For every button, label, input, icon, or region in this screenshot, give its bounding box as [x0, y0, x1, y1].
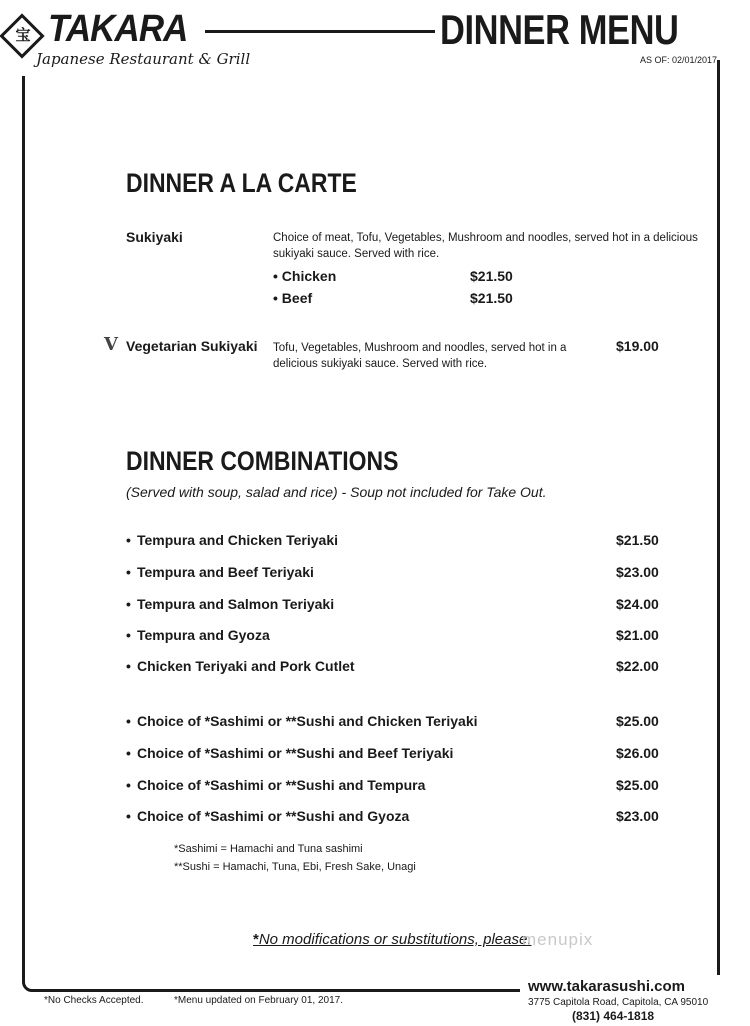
bullet: •: [126, 627, 131, 643]
combo-row: [126, 808, 666, 828]
item-vegetarian-sukiyaki-price: $19.00: [616, 338, 659, 354]
combo-name: Tempura and Chicken Teriyaki: [137, 532, 338, 548]
combinations-subtitle: (Served with soup, salad and rice) - Soup not included for Take Out.: [126, 484, 547, 500]
bullet: •: [126, 658, 131, 674]
website-link[interactable]: www.takarasushi.com: [528, 978, 686, 995]
footnote-sashimi: *Sashimi = Hamachi and Tuna sashimi: [174, 843, 363, 855]
combo-name: Tempura and Gyoza: [137, 627, 270, 643]
as-of-date: AS OF: 02/01/2017: [640, 55, 718, 65]
combo-price: $21.50: [616, 532, 659, 548]
combo-row: [126, 627, 666, 647]
combo-row: [126, 745, 666, 765]
bullet: •: [126, 713, 131, 729]
logo-kanji: 宝: [15, 26, 31, 44]
bullet: •: [126, 745, 131, 761]
sukiyaki-option-chicken: • Chicken: [273, 268, 337, 284]
combo-price: $26.00: [616, 745, 659, 761]
bullet: •: [126, 564, 131, 580]
item-sukiyaki-name: Sukiyaki: [126, 229, 183, 245]
notice-star: *: [253, 931, 259, 948]
combo-price: $23.00: [616, 808, 659, 824]
combo-name: Choice of *Sashimi or **Sushi and Chicken Teriyaki: [137, 713, 478, 729]
combo-row: [126, 564, 666, 584]
combo-row: [126, 596, 666, 616]
sukiyaki-option-beef-price: $21.50: [470, 290, 513, 306]
restaurant-name: TAKARA: [48, 8, 188, 50]
combo-name: Choice of *Sashimi or **Sushi and Gyoza: [137, 808, 410, 824]
no-modifications-notice: [253, 931, 531, 948]
combo-price: $22.00: [616, 658, 659, 674]
footnote-sushi: **Sushi = Hamachi, Tuna, Ebi, Fresh Sake, Unagi: [174, 861, 416, 873]
menupix-watermark: menupix: [522, 930, 594, 949]
combo-row: [126, 777, 666, 797]
combo-price: $25.00: [616, 777, 659, 793]
sukiyaki-option-chicken-price: $21.50: [470, 268, 513, 284]
restaurant-subtitle: Japanese Restaurant & Grill: [36, 50, 251, 68]
no-checks-note: *No Checks Accepted.: [44, 995, 144, 1006]
combo-row: [126, 532, 666, 552]
item-vegetarian-sukiyaki-description: Tofu, Vegetables, Mushroom and noodles, served hot in a delicious sukiyaki sauce. Served with rice.: [273, 342, 567, 370]
item-sukiyaki-description: Choice of meat, Tofu, Vegetables, Mushroom and noodles, served hot in a delicious sukiyaki sauce. Served with rice.: [273, 232, 698, 260]
combo-name: Tempura and Salmon Teriyaki: [137, 596, 335, 612]
sukiyaki-option-beef: • Beef: [273, 290, 313, 306]
bullet: •: [126, 808, 131, 824]
combo-price: $25.00: [616, 713, 659, 729]
item-vegetarian-sukiyaki-name: Vegetarian Sukiyaki: [126, 338, 258, 354]
combo-row: [126, 658, 666, 678]
combo-name: Choice of *Sashimi or **Sushi and Beef Teriyaki: [137, 745, 454, 761]
notice-text: No modifications or substitutions, please.: [258, 931, 532, 948]
vegetarian-icon: V: [104, 334, 118, 355]
combo-row: [126, 713, 666, 733]
bullet: •: [126, 777, 131, 793]
bullet: •: [126, 532, 131, 548]
combo-price: $23.00: [616, 564, 659, 580]
page-title: DINNER MENU: [440, 6, 679, 53]
address: 3775 Capitola Road, Capitola, CA 95010: [528, 997, 709, 1008]
section-title-combinations: DINNER COMBINATIONS: [126, 446, 399, 476]
combo-name: Tempura and Beef Teriyaki: [137, 564, 314, 580]
section-title-a-la-carte: DINNER A LA CARTE: [126, 168, 357, 198]
phone-number: (831) 464-1818: [572, 1009, 655, 1023]
combo-price: $24.00: [616, 596, 659, 612]
combo-name: Choice of *Sashimi or **Sushi and Tempura: [137, 777, 426, 793]
header-divider: [205, 30, 435, 33]
bullet: •: [126, 596, 131, 612]
combo-price: $21.00: [616, 627, 659, 643]
combo-name: Chicken Teriyaki and Pork Cutlet: [137, 658, 355, 674]
menu-updated-note: *Menu updated on February 01, 2017.: [174, 995, 344, 1006]
